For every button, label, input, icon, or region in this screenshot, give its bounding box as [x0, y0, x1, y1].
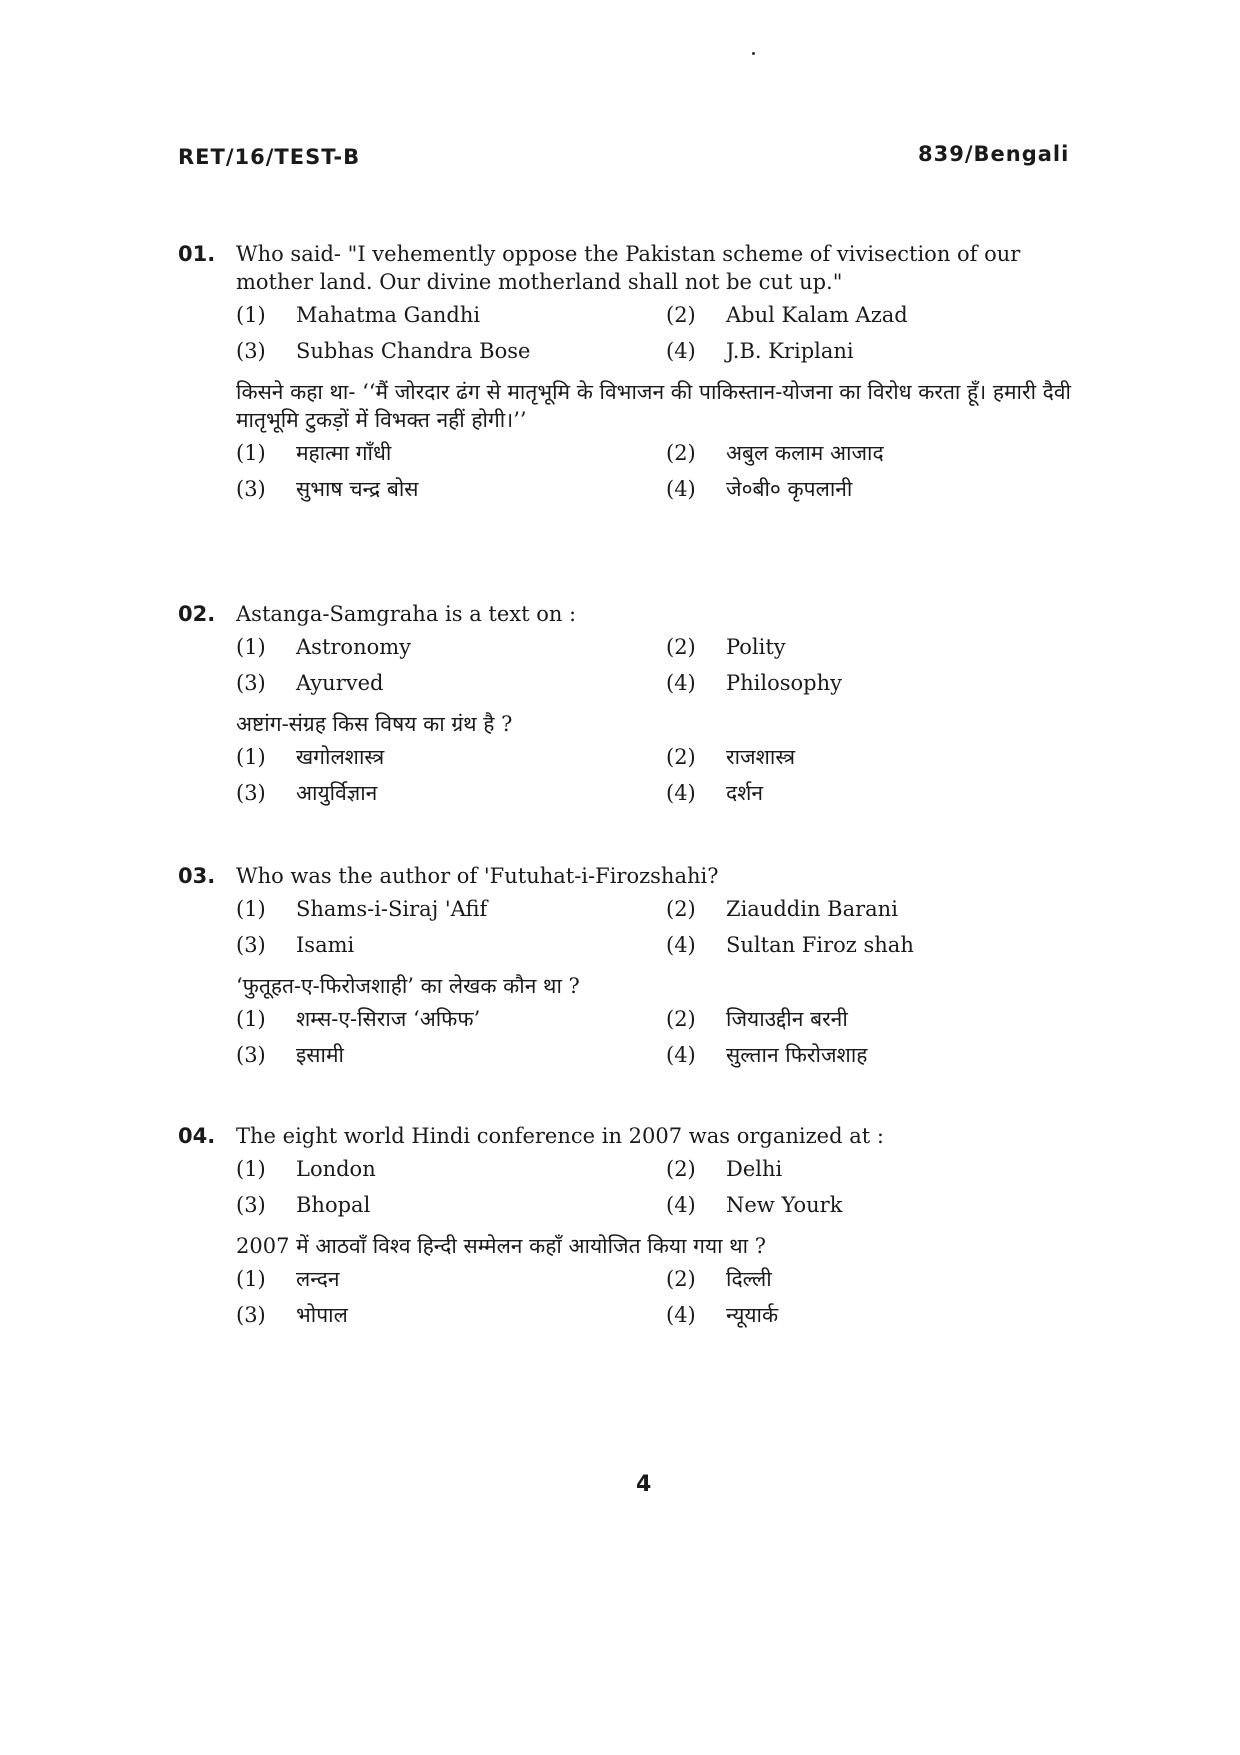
option-number: (3): [236, 781, 266, 805]
option-english: [236, 1154, 666, 1184]
options-hindi: [236, 438, 1088, 504]
option-hindi: [666, 1300, 1096, 1330]
option-text: Astronomy: [296, 635, 412, 659]
question-row: [178, 600, 1088, 628]
option-hindi: [666, 438, 1096, 468]
option-english: [236, 894, 666, 924]
option-text: Sultan Firoz shah: [726, 933, 914, 957]
option-text: न्यूयार्क: [726, 1303, 779, 1327]
option-english: [666, 930, 1096, 960]
option-hindi: [236, 1300, 666, 1330]
option-number: (3): [236, 477, 266, 501]
question-1: [178, 240, 1088, 504]
options-hindi: [236, 742, 1088, 808]
options-english: [236, 300, 1088, 366]
question-text-hindi: अष्टांग-संग्रह किस विषय का ग्रंथ है ?: [236, 712, 513, 736]
option-hindi: [666, 742, 1096, 772]
option-text: इसामी: [296, 1043, 344, 1067]
option-number: (3): [236, 671, 266, 695]
question-row: [178, 862, 1088, 890]
option-text: भोपाल: [296, 1303, 348, 1327]
option-hindi: [236, 438, 666, 468]
question-number: 04.: [178, 1124, 216, 1148]
option-number: (2): [666, 441, 696, 465]
option-number: (3): [236, 339, 266, 363]
question-text-english: The eight world Hindi conference in 2007 was organized at :: [236, 1124, 884, 1148]
option-number: (2): [666, 1157, 696, 1181]
option-number: (2): [666, 1007, 696, 1031]
option-text: आयुर्विज्ञान: [296, 781, 378, 805]
option-text: जे०बी० कृपलानी: [726, 477, 853, 501]
option-number: (4): [666, 1043, 696, 1067]
question-number: 02.: [178, 602, 216, 626]
question-text-english: Who said- "I vehemently oppose the Pakistan scheme of vivisection of our mother land. Our divine motherland shall not be cut up.": [236, 242, 1021, 294]
option-hindi: [666, 778, 1096, 808]
question-4: [178, 1122, 1088, 1330]
question-row: [178, 1122, 1088, 1150]
option-number: (4): [666, 671, 696, 695]
option-hindi: [666, 1004, 1096, 1034]
option-text: राजशास्त्र: [726, 745, 796, 769]
option-number: (4): [666, 1193, 696, 1217]
option-text: Philosophy: [726, 671, 842, 695]
question-text-english: Who was the author of 'Futuhat-i-Firozshahi?: [236, 864, 719, 888]
speck-mark: [752, 52, 755, 55]
option-text: Shams-i-Siraj 'Afif: [296, 897, 488, 921]
option-text: J.B. Kriplani: [726, 339, 854, 363]
option-text: दर्शन: [726, 781, 764, 805]
option-hindi: [666, 1264, 1096, 1294]
option-text: अबुल कलाम आजाद: [726, 441, 884, 465]
options-english: [236, 894, 1088, 960]
options-english: [236, 632, 1088, 698]
question-text-hindi: 2007 में आठवाँ विश्व हिन्दी सम्मेलन कहाँ आयोजित किया गया था ?: [236, 1234, 767, 1258]
option-text: जियाउद्दीन बरनी: [726, 1007, 848, 1031]
question-number: 01.: [178, 242, 216, 266]
question-text-english: Astanga-Samgraha is a text on :: [236, 602, 577, 626]
option-text: दिल्ली: [726, 1267, 772, 1291]
option-text: महात्मा गाँधी: [296, 441, 392, 465]
option-number: (1): [236, 1007, 266, 1031]
option-number: (3): [236, 1043, 266, 1067]
option-english: [236, 930, 666, 960]
option-hindi: [236, 1264, 666, 1294]
option-number: (3): [236, 933, 266, 957]
question-row: [178, 240, 1088, 296]
option-hindi: [666, 1040, 1096, 1070]
option-number: (2): [666, 745, 696, 769]
option-hindi: [236, 778, 666, 808]
exam-code: RET/16/TEST-B: [178, 145, 361, 169]
paper-code: 839/Bengali: [918, 142, 1070, 166]
option-english: [666, 894, 1096, 924]
option-english: [236, 336, 666, 366]
question-text-hindi: किसने कहा था- ‘‘मैं जोरदार ढंग से मातृभूमि के विभाजन की पाकिस्तान-योजना का विरोध करता हूँ। हमारी दैवी मातृभूमि टुकड़ों में विभक्त नहीं होगी।’’: [236, 380, 1071, 432]
question-3: [178, 862, 1088, 1070]
option-number: (3): [236, 1193, 266, 1217]
question-2: [178, 600, 1088, 808]
question-number: 03.: [178, 864, 216, 888]
option-text: शम्स-ए-सिराज ‘अफिफ’: [296, 1007, 481, 1031]
option-english: [666, 632, 1096, 662]
option-number: (1): [236, 1157, 266, 1181]
option-text: Ayurved: [296, 671, 384, 695]
options-hindi: [236, 1264, 1088, 1330]
option-number: (1): [236, 1267, 266, 1291]
option-hindi: [236, 474, 666, 504]
option-text: सुल्तान फिरोजशाह: [726, 1043, 868, 1067]
option-number: (3): [236, 1303, 266, 1327]
question-text-hindi: ‘फुतूहत-ए-फिरोजशाही’ का लेखक कौन था ?: [236, 974, 580, 998]
option-number: (1): [236, 745, 266, 769]
options-english: [236, 1154, 1088, 1220]
option-text: Mahatma Gandhi: [296, 303, 481, 327]
option-english: [666, 1190, 1096, 1220]
option-hindi: [236, 1004, 666, 1034]
option-english: [666, 668, 1096, 698]
option-number: (4): [666, 933, 696, 957]
option-text: New Yourk: [726, 1193, 843, 1217]
option-english: [666, 336, 1096, 366]
option-english: [666, 300, 1096, 330]
option-number: (2): [666, 897, 696, 921]
page-number: 4: [636, 1472, 652, 1497]
option-number: (1): [236, 441, 266, 465]
option-text: खगोलशास्त्र: [296, 745, 385, 769]
option-number: (4): [666, 1303, 696, 1327]
option-english: [236, 668, 666, 698]
option-number: (4): [666, 339, 696, 363]
option-number: (2): [666, 1267, 696, 1291]
option-text: Delhi: [726, 1157, 783, 1181]
option-number: (2): [666, 303, 696, 327]
option-text: Bhopal: [296, 1193, 371, 1217]
option-english: [236, 1190, 666, 1220]
option-text: Polity: [726, 635, 786, 659]
option-number: (2): [666, 635, 696, 659]
options-hindi: [236, 1004, 1088, 1070]
option-english: [666, 1154, 1096, 1184]
option-text: Subhas Chandra Bose: [296, 339, 531, 363]
option-hindi: [236, 1040, 666, 1070]
option-english: [236, 300, 666, 330]
option-number: (1): [236, 303, 266, 327]
option-text: Ziauddin Barani: [726, 897, 898, 921]
option-english: [236, 632, 666, 662]
option-number: (1): [236, 897, 266, 921]
option-number: (4): [666, 781, 696, 805]
option-text: सुभाष चन्द्र बोस: [296, 477, 419, 501]
option-number: (4): [666, 477, 696, 501]
option-hindi: [236, 742, 666, 772]
option-text: लन्दन: [296, 1267, 340, 1291]
option-number: (1): [236, 635, 266, 659]
option-hindi: [666, 474, 1096, 504]
option-text: Abul Kalam Azad: [726, 303, 908, 327]
option-text: Isami: [296, 933, 355, 957]
option-text: London: [296, 1157, 376, 1181]
